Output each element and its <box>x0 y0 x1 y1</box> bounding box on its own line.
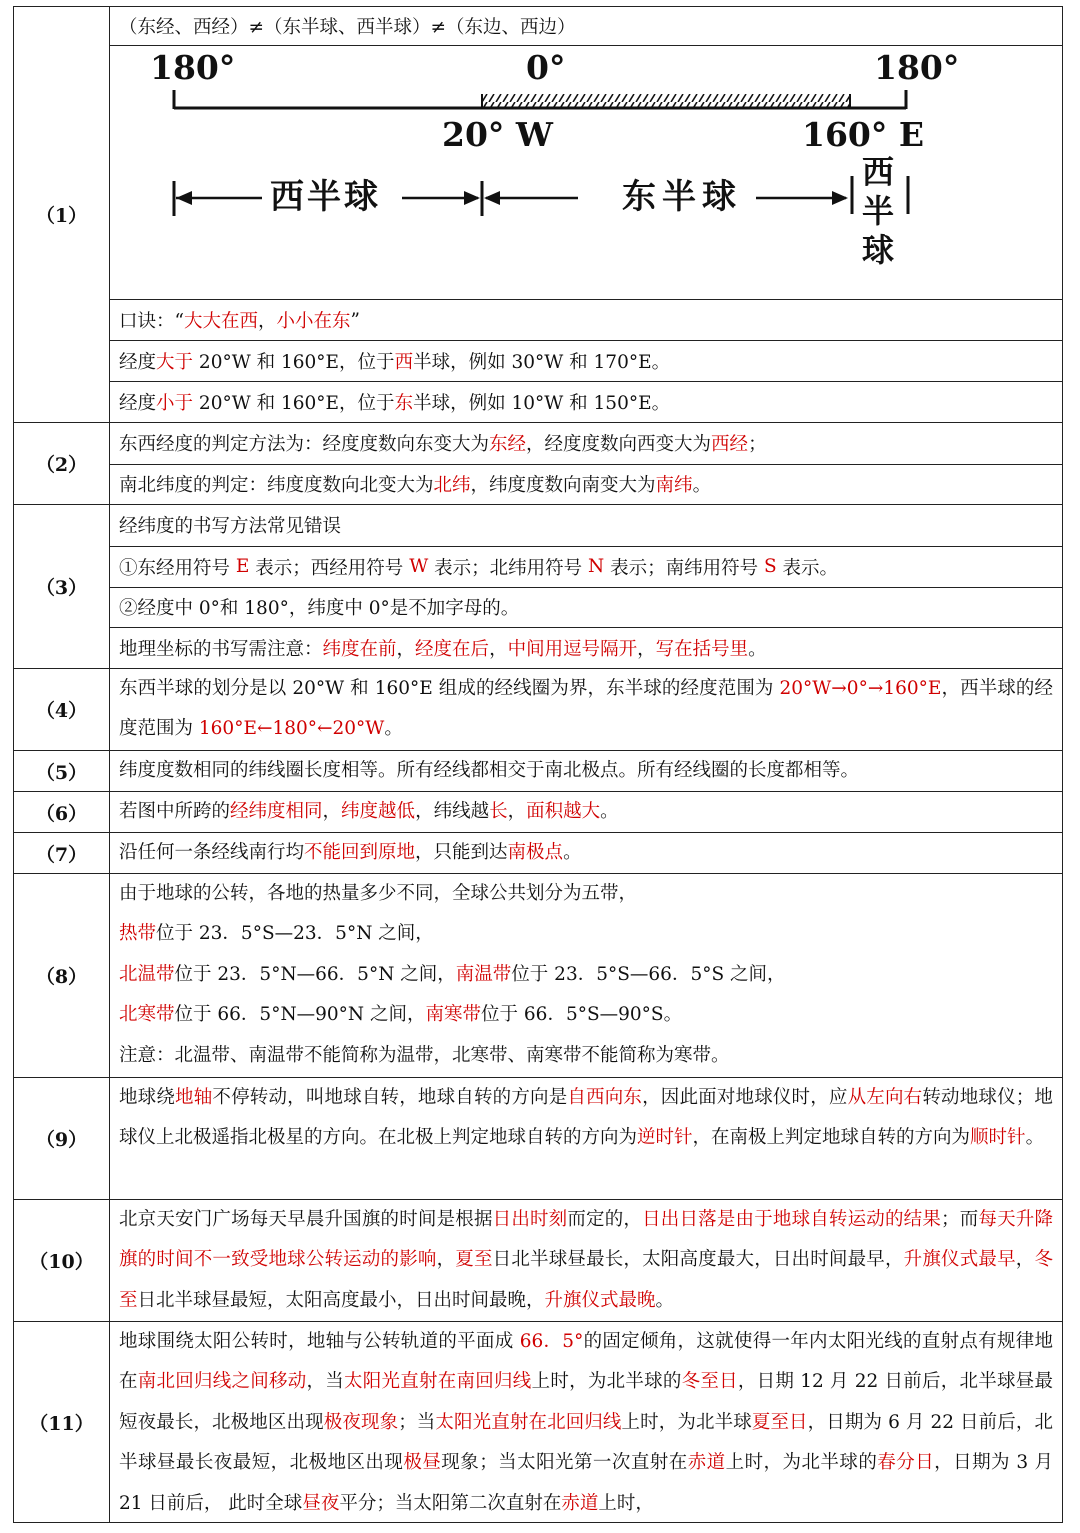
highlight-text: 北纬 <box>433 475 471 497</box>
row-content <box>110 833 1062 873</box>
text-segment: 。 <box>655 1289 675 1311</box>
row-6 <box>13 791 1063 832</box>
highlight-text: 太阳光直射在北回归线 <box>435 1411 622 1433</box>
highlight-text: 地轴 <box>175 1087 213 1108</box>
east-hemisphere-hatch <box>482 94 850 107</box>
text-line <box>110 464 1062 505</box>
highlight-text: 太阳光直射在南回归线 <box>344 1371 532 1393</box>
highlight-text: N <box>587 556 605 578</box>
text-segment: 平分；当太阳第二次直射在 <box>339 1492 562 1514</box>
text-line <box>119 995 1053 1035</box>
highlight-text: 赤道 <box>561 1492 599 1514</box>
highlight-text: 160°E←180°←20°W <box>198 718 385 740</box>
row-number: （8） <box>14 874 110 1077</box>
text-segment: ， <box>1015 1249 1035 1271</box>
text-segment: 表示。 <box>776 557 839 579</box>
text-segment: 北京天安门广场每天早晨升国旗的时间是根据 <box>119 1209 493 1230</box>
highlight-text: 长 <box>489 801 508 822</box>
row-content <box>110 505 1062 668</box>
text-segment: ， <box>396 639 416 661</box>
text-line <box>110 299 1062 340</box>
highlight-text: 66．5° <box>519 1331 584 1352</box>
text-segment: 位于 66．5°N—90°N 之间， <box>174 1004 426 1026</box>
east-right-arrowhead <box>832 191 848 205</box>
highlight-text: 纬度越低 <box>341 801 416 822</box>
text-segment: ， <box>507 801 527 822</box>
text-segment: 上时，为北半球的 <box>531 1371 682 1393</box>
row-number: （3） <box>14 505 110 668</box>
row-2 <box>13 422 1063 504</box>
highlight-text: 冬至 <box>119 1249 1053 1311</box>
paragraph <box>110 833 1062 873</box>
row-content <box>110 1078 1062 1199</box>
text-segment: 转动地球仪；地球仪上北极遥指北极星的方向。在北极上判定地球自转的方向为 <box>119 1087 1053 1149</box>
text-segment: ， <box>489 639 508 661</box>
row-number: （4） <box>14 669 110 750</box>
highlight-text: 经度在后 <box>415 639 490 661</box>
highlight-text: 20°W→0°→160°E <box>779 678 942 699</box>
header-line: （东经、西经）≠（东半球、西半球）≠（东边、西边） <box>119 17 576 38</box>
text-segment: ；当 <box>398 1411 436 1433</box>
row-number: （7） <box>14 833 110 873</box>
text-segment: 上时，为北半球的 <box>725 1452 878 1474</box>
text-line <box>110 381 1062 422</box>
row-content <box>110 669 1062 750</box>
row-number: （11） <box>14 1322 110 1522</box>
text-segment: 。 <box>1025 1127 1045 1149</box>
highlight-text: W <box>409 556 429 578</box>
text-segment: ②经度中 0°和 180°，纬度中 0°是不加字母的。 <box>119 598 520 620</box>
text-segment: ， <box>637 639 656 661</box>
text-segment: 东西经度的判定方法为：经度度数向东变大为 <box>119 434 490 456</box>
highlight-text: 极夜现象 <box>323 1411 399 1433</box>
highlight-text: 北温带 <box>119 963 175 985</box>
highlight-text: 东 <box>394 393 414 414</box>
row-content <box>110 751 1062 791</box>
text-segment: ，经度度数向西变大为 <box>526 434 712 456</box>
text-segment: 。 <box>748 639 767 661</box>
label-180-right: 180° <box>874 48 960 87</box>
paragraph <box>110 669 1062 750</box>
text-segment: 沿任何一条经线南行均 <box>119 842 305 863</box>
highlight-text: 顺时针 <box>970 1127 1026 1149</box>
text-segment: 半球，例如 30°W 和 170°E。 <box>413 352 671 373</box>
label-180-left: 180° <box>150 48 236 87</box>
row-number: （2） <box>14 423 110 504</box>
text-segment: 上时， <box>598 1492 654 1514</box>
text-segment: 经度 <box>119 352 157 373</box>
text-segment: ” <box>350 309 360 331</box>
row-4 <box>13 668 1063 750</box>
west-vertical-char: 半 <box>862 192 895 230</box>
highlight-text: 昼夜 <box>302 1492 340 1514</box>
highlight-text: 小于 <box>156 393 194 414</box>
text-line <box>110 546 1062 587</box>
text-segment: ，因此面对地球仪时，应 <box>642 1087 848 1108</box>
highlight-text: 写在括号里 <box>655 639 749 661</box>
row-number: （1） <box>14 7 110 422</box>
text-line <box>110 340 1062 381</box>
text-segment: ，纬度度数向南变大为 <box>470 475 656 497</box>
text-segment: 口诀：“ <box>119 311 184 332</box>
row-number: （6） <box>14 792 110 832</box>
paragraph <box>110 792 1062 832</box>
highlight-text: 赤道 <box>687 1452 726 1474</box>
highlight-text: 南极点 <box>507 842 564 863</box>
highlight-text: S <box>763 556 777 578</box>
highlight-text: 夏至日 <box>751 1411 808 1433</box>
text-segment: 由于地球的公转，各地的热量多少不同，全球公共划分为五带， <box>119 883 638 904</box>
text-segment: 位于 23．5°S—66．5°S 之间， <box>511 963 786 985</box>
paragraph <box>110 1200 1062 1321</box>
west-right-arrowhead <box>464 191 480 205</box>
row-number: （5） <box>14 751 110 791</box>
highlight-text: 春分日 <box>877 1452 935 1474</box>
highlight-text: 经纬度相同 <box>230 801 323 822</box>
text-line <box>110 423 1062 464</box>
text-line <box>110 627 1062 668</box>
text-segment: 上时，为北半球 <box>621 1411 752 1433</box>
text-segment: ，西半球的经度范围为 <box>119 678 1053 740</box>
highlight-text: 西 <box>394 352 414 373</box>
highlight-text: 不能回到原地 <box>304 842 416 863</box>
highlight-text: 极昼 <box>403 1452 442 1474</box>
paragraph <box>110 751 1062 791</box>
highlight-text: 北寒带 <box>119 1004 175 1026</box>
highlight-text: 逆时针 <box>637 1127 693 1149</box>
highlight-text: E <box>235 556 250 578</box>
row-number: （9） <box>14 1078 110 1199</box>
row-content <box>110 792 1062 832</box>
text-segment: 注意：北温带、南温带不能简称为温带，北寒带、南寒带不能简称为寒带。 <box>119 1044 730 1066</box>
highlight-text: 南寒带 <box>425 1004 482 1026</box>
row-number: （10） <box>14 1200 110 1321</box>
text-segment: 若图中所跨的 <box>119 801 231 822</box>
notes-table <box>13 6 1063 1523</box>
text-segment: 。 <box>563 842 582 863</box>
text-segment: 。 <box>384 718 403 740</box>
row-10 <box>13 1199 1063 1321</box>
text-segment: 不停转动，叫地球自转，地球自转的方向是 <box>212 1087 568 1108</box>
text-segment: ，日期为 3 月 21 日前后， 此时全球 <box>119 1452 1059 1514</box>
text-segment: 20°W 和 160°E，位于 <box>193 352 395 373</box>
row-1 <box>13 6 1063 422</box>
highlight-text: 面积越大 <box>526 801 601 822</box>
text-segment: ，日期为 6 月 22 日前后，北半球昼最长夜最短，北极地区出现 <box>119 1411 1053 1474</box>
text-segment: ，在南极上判定地球自转的方向为 <box>692 1127 971 1149</box>
text-line <box>119 874 1053 914</box>
highlight-text: 大大在西 <box>183 311 258 332</box>
text-line <box>110 587 1062 628</box>
row-7 <box>13 832 1063 873</box>
text-segment: 南北纬度的判定：纬度度数向北变大为 <box>119 475 434 497</box>
highlight-text: 冬至日 <box>681 1371 738 1393</box>
highlight-text: 日出日落是由于地球自转运动的结果 <box>642 1209 942 1230</box>
highlight-text: 纬度在前 <box>322 639 397 661</box>
text-segment: 。 <box>600 801 619 822</box>
text-segment: 位于 23．5°S—23．5°N 之间， <box>156 923 434 945</box>
text-segment: 20°W 和 160°E，位于 <box>193 393 395 414</box>
highlight-text: 升旗仪式最晚 <box>544 1289 656 1311</box>
text-segment: ①东经用符号 <box>119 557 236 579</box>
text-segment: 表示；西经用符号 <box>249 557 410 579</box>
highlight-text: 热带 <box>119 923 157 945</box>
text-segment: 纬度度数相同的纬线圈长度相等。所有经线都相交于南北极点。所有经线圈的长度都相等。 <box>119 760 860 781</box>
highlight-text: 从左向右 <box>847 1087 923 1108</box>
text-segment: 而定的， <box>567 1209 643 1230</box>
highlight-text: 西经 <box>711 434 749 456</box>
text-segment: 地球围绕太阳公转时，地轴与公转轨道的平面成 <box>119 1331 520 1352</box>
text-line <box>119 914 1053 954</box>
text-segment: 地理坐标的书写需注意： <box>119 639 323 661</box>
text-line <box>119 1036 1053 1076</box>
row-content <box>110 1200 1062 1321</box>
text-segment: ， <box>257 311 277 332</box>
east-left-arrowhead <box>484 191 500 205</box>
text-segment: 半球，例如 10°W 和 150°E。 <box>413 393 671 414</box>
text-segment: ，纬线越 <box>415 801 490 822</box>
text-segment: 。 <box>692 475 712 497</box>
text-segment: 地球绕 <box>119 1087 176 1108</box>
text-segment: 表示；南纬用符号 <box>604 557 764 579</box>
row-content <box>110 7 1062 422</box>
row-9 <box>13 1077 1063 1199</box>
highlight-text: 南温带 <box>455 963 512 985</box>
row-8 <box>13 873 1063 1077</box>
text-segment: 的固定倾角，这就使得一年内太阳光线的直射点有规律地在 <box>119 1331 1053 1393</box>
text-segment: ，当 <box>306 1371 345 1393</box>
text-segment: ，只能到达 <box>415 842 508 863</box>
text-segment: ，日期 12 月 22 日前后，北半球昼最短夜最长，北极地区出现 <box>119 1371 1053 1433</box>
zone-lines <box>110 874 1062 1076</box>
highlight-text: 自西向东 <box>567 1087 643 1108</box>
text-segment: 日北半球昼最长，太阳高度最大，日出时间最早， <box>492 1249 904 1271</box>
text-segment: ； <box>748 434 767 456</box>
text-segment: ， <box>436 1249 456 1271</box>
west-hemisphere-label: 西半球 <box>270 177 381 217</box>
highlight-text: 小小在东 <box>276 311 351 332</box>
label-0: 0° <box>526 48 566 87</box>
text-segment: 位于 66．5°S—90°S。 <box>481 1004 683 1026</box>
highlight-text: 夏至 <box>455 1249 493 1271</box>
west-left-arrowhead <box>176 191 192 205</box>
east-hemisphere-label: 东半球 <box>622 177 742 217</box>
row-3 <box>13 504 1063 668</box>
text-segment: 经纬度的书写方法常见错误 <box>119 516 342 538</box>
row-content <box>110 874 1062 1077</box>
row-11 <box>13 1321 1063 1523</box>
text-segment: ；而 <box>941 1209 979 1230</box>
highlight-text: 日出时刻 <box>492 1209 568 1230</box>
text-segment: 位于 23．5°N—66．5°N 之间， <box>174 963 456 985</box>
highlight-text: 每天升降旗的时间不一致受地球公转运动的影响 <box>119 1209 1053 1271</box>
highlight-text: 南纬 <box>655 475 693 497</box>
hemisphere-diagram <box>110 45 1062 299</box>
highlight-text: 南北回归线之间移动 <box>137 1371 307 1393</box>
west-vertical-char: 西 <box>862 153 895 191</box>
highlight-text: 大于 <box>156 352 194 373</box>
row-content <box>110 423 1062 504</box>
label-20w: 20° W <box>442 115 553 154</box>
west-vertical-char: 球 <box>862 231 895 269</box>
paragraph <box>110 1078 1062 1159</box>
text-segment: 日北半球昼最短，太阳高度最小，日出时间最晚， <box>137 1289 545 1311</box>
text-segment: 现象；当太阳光第一次直射在 <box>441 1452 688 1474</box>
row-5 <box>13 750 1063 791</box>
text-line <box>110 505 1062 546</box>
text-segment: 经度 <box>119 393 157 414</box>
paragraph <box>110 1322 1062 1524</box>
text-segment: 表示；北纬用符号 <box>428 557 588 579</box>
text-line <box>119 955 1053 995</box>
label-160e: 160° E <box>802 115 925 154</box>
text-segment: ， <box>322 801 342 822</box>
highlight-text: 升旗仪式最早 <box>903 1249 1016 1271</box>
text-segment: 东西半球的划分是以 20°W 和 160°E 组成的经线圈为界，东半球的经度范围为 <box>119 678 780 699</box>
highlight-text: 东经 <box>489 434 527 456</box>
row-content <box>110 1322 1062 1522</box>
highlight-text: 中间用逗号隔开 <box>507 639 638 661</box>
